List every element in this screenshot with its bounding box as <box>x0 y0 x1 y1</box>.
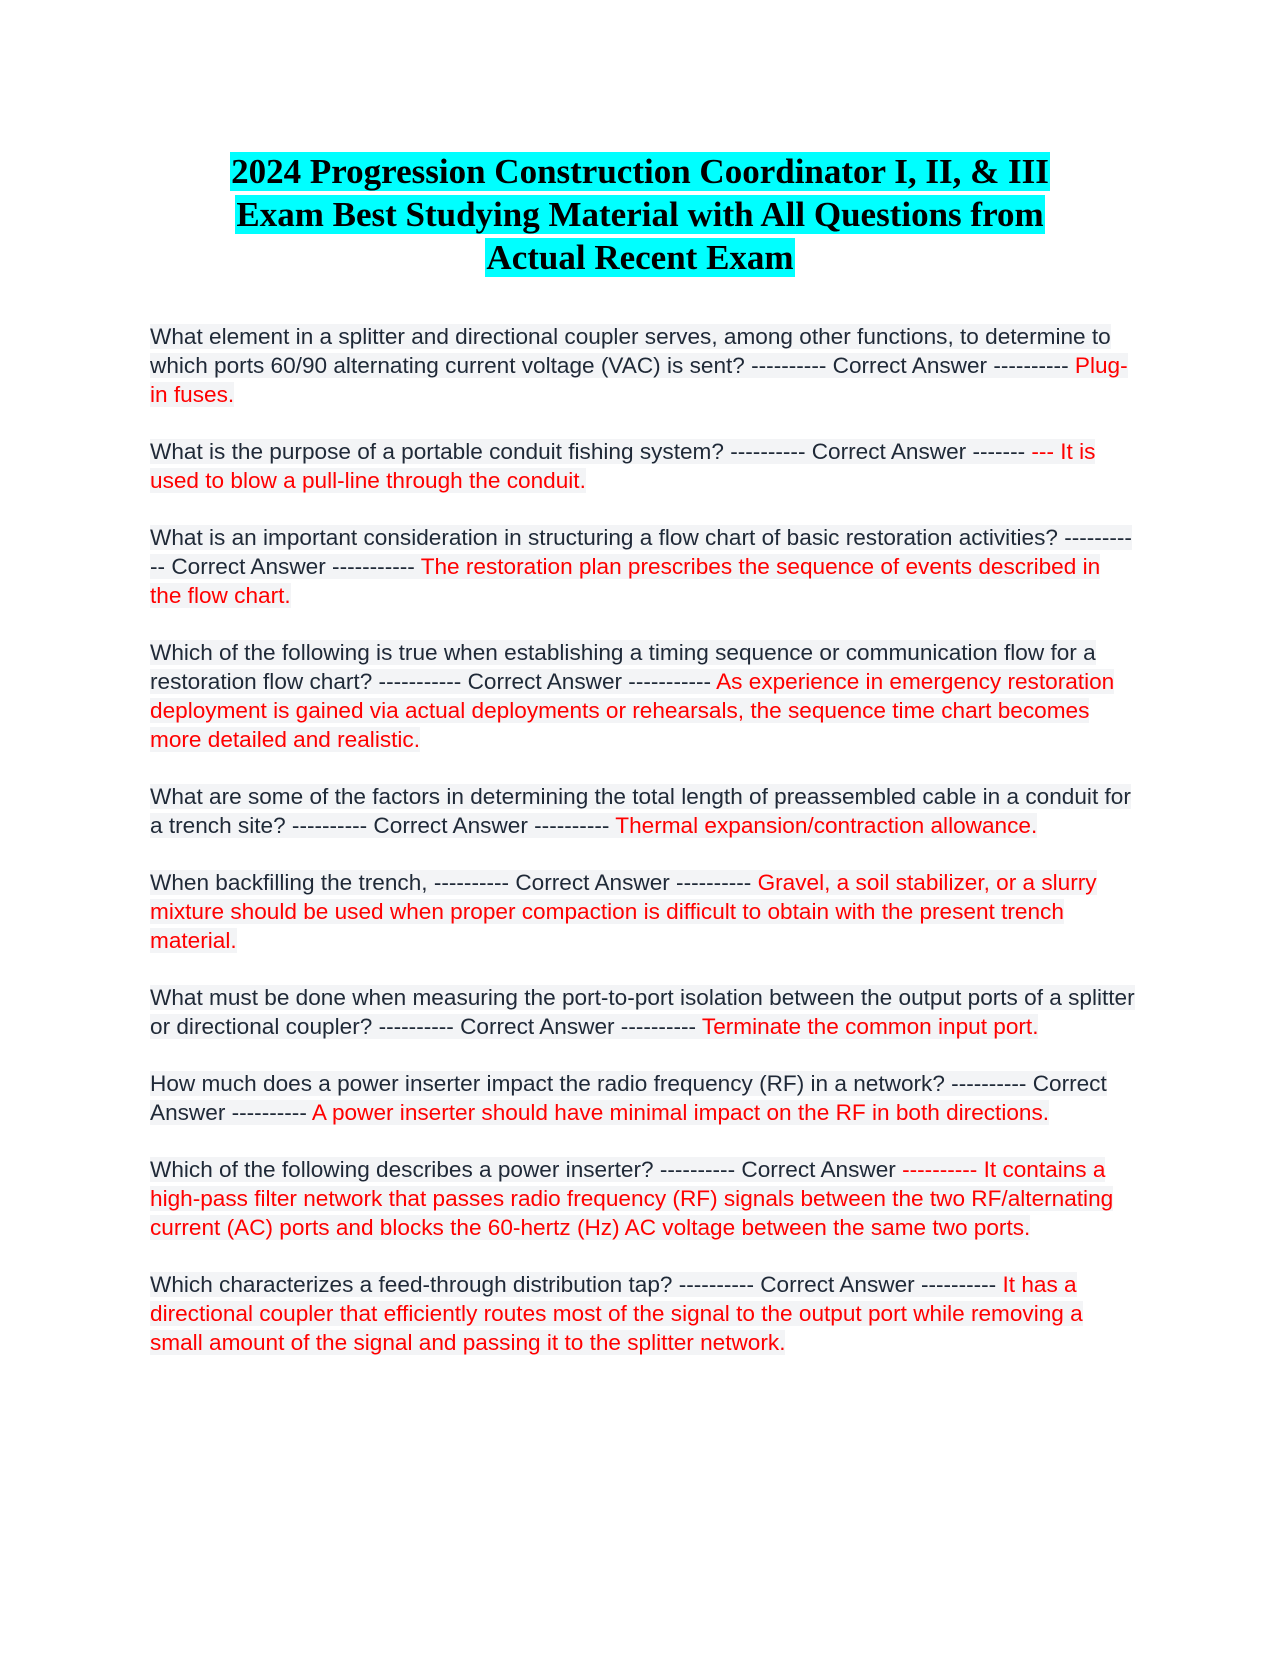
answer-text: Terminate the common input port. <box>701 1014 1039 1039</box>
qa-item <box>150 523 1135 610</box>
answer-text: ---------- It contains a high-pass filter network that passes radio frequency (RF) signals between the two RF/alternating current (AC) ports and blocks the 60-hertz (Hz) AC voltage between the same two ports. <box>150 1157 1114 1240</box>
question-text: Which characterizes a feed-through distribution tap? ---------- Correct Answer ---------- <box>150 1272 1003 1297</box>
qa-item <box>150 1069 1135 1127</box>
question-text: What are some of the factors in determining the total length of preassembled cable in a conduit for a trench site? ---------- Correct Answer ---------- <box>150 784 1131 838</box>
answer-text: As experience in emergency restoration deployment is gained via actual deployments or rehearsals, the sequence time chart becomes more detailed and realistic. <box>150 669 1115 752</box>
question-text: How much does a power inserter impact the radio frequency (RF) in a network? ---------- Correct Answer ---------- <box>150 1071 1107 1125</box>
question-text: When backfilling the trench, ---------- Correct Answer ---------- <box>150 870 758 895</box>
answer-text: The restoration plan prescribes the sequence of events described in the flow chart. <box>150 554 1101 608</box>
title-line-2: Exam Best Studying Material with All Questions from <box>236 195 1044 234</box>
question-text: What is an important consideration in structuring a flow chart of basic restoration activities? ----------- Correct Answer ----------- <box>150 525 1132 579</box>
qa-item <box>150 437 1135 495</box>
question-text: Which of the following describes a power inserter? ---------- Correct Answer <box>150 1157 903 1182</box>
qa-item <box>150 983 1135 1041</box>
question-text: What is the purpose of a portable conduit fishing system? ---------- Correct Answer ------- <box>150 439 1032 464</box>
title-line-1: 2024 Progression Construction Coordinator I, II, & III <box>231 152 1049 191</box>
question-text: What element in a splitter and directional coupler serves, among other functions, to determine to which ports 60/90 alternating current voltage (VAC) is sent? ---------- Correct Answer ---------- <box>150 324 1111 378</box>
answer-text: Plug-in fuses. <box>150 353 1128 407</box>
answer-text: Thermal expansion/contraction allowance. <box>615 813 1038 838</box>
title-line-3: Actual Recent Exam <box>486 238 794 277</box>
qa-item <box>150 638 1135 754</box>
qa-item <box>150 782 1135 840</box>
answer-text: It has a directional coupler that efficiently routes most of the signal to the output port while removing a small amount of the signal and passing it to the splitter network. <box>150 1272 1083 1355</box>
qa-list <box>150 322 1135 1385</box>
qa-item <box>150 1270 1135 1357</box>
answer-text: --- It is used to blow a pull-line through the conduit. <box>150 439 1096 493</box>
question-text: What must be done when measuring the port-to-port isolation between the output ports of a splitter or directional coupler? ---------- Correct Answer ---------- <box>150 985 1135 1039</box>
qa-item <box>150 868 1135 955</box>
qa-item <box>150 1155 1135 1242</box>
document-title <box>150 150 1130 279</box>
question-text: Which of the following is true when establishing a timing sequence or communication flow for a restoration flow chart? ----------- Correct Answer ----------- <box>150 640 1096 694</box>
answer-text: A power inserter should have minimal impact on the RF in both directions. <box>311 1100 1050 1125</box>
qa-item <box>150 322 1135 409</box>
answer-text: Gravel, a soil stabilizer, or a slurry mixture should be used when proper compaction is difficult to obtain with the present trench material. <box>150 870 1097 953</box>
